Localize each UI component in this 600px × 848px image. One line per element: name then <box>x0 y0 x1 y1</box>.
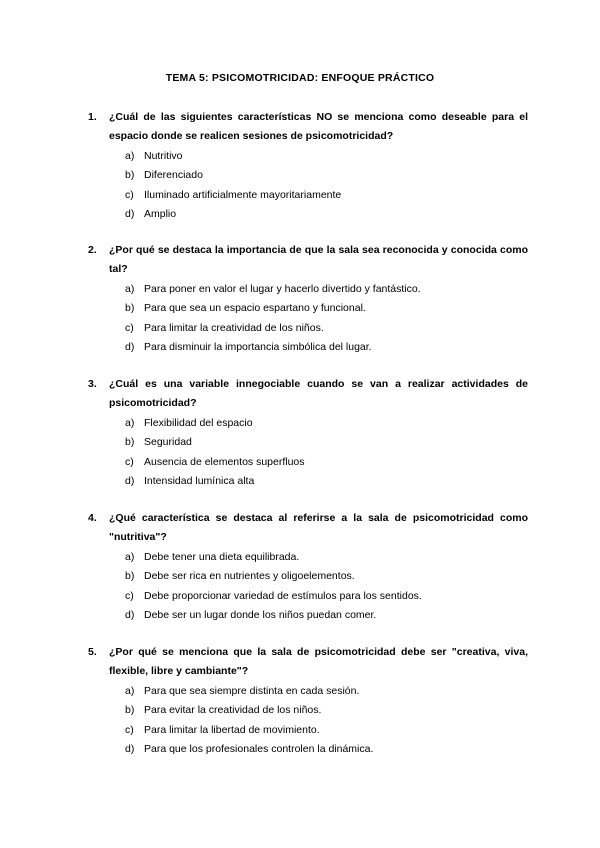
option-b <box>88 701 528 720</box>
question-header <box>88 643 528 681</box>
option-text: Para poner en valor el lugar y hacerlo divertido y fantástico. <box>144 283 421 295</box>
option-text: Diferenciado <box>144 169 203 182</box>
option-letter: c) <box>125 321 134 334</box>
option-letter: c) <box>125 455 134 468</box>
question-text: ¿Qué característica se destaca al referirse a la sala de psicomotricidad como "nutritiva"? <box>109 512 528 543</box>
option-text: Debe ser un lugar donde los niños puedan comer. <box>144 609 377 622</box>
option-text: Debe proporcionar variedad de estímulos para los sentidos. <box>144 589 422 602</box>
option-c <box>88 721 528 740</box>
option-d <box>88 205 528 224</box>
option-letter: d) <box>125 341 135 354</box>
question-header <box>88 108 528 146</box>
option-text: Ausencia de elementos superfluos <box>144 455 305 468</box>
option-text: Para evitar la creatividad de los niños. <box>144 704 322 717</box>
option-b <box>88 166 528 185</box>
question-number: 1. <box>88 111 97 123</box>
question-header <box>88 375 528 413</box>
option-letter: b) <box>125 704 135 717</box>
question-number: 4. <box>88 512 97 524</box>
question-number: 2. <box>88 244 97 256</box>
option-letter: c) <box>125 188 134 201</box>
option-a <box>88 147 528 166</box>
option-text: Para que sea siempre distinta en cada sesión. <box>144 685 360 697</box>
option-d <box>88 338 528 357</box>
option-b <box>88 433 528 452</box>
options-list <box>88 548 528 626</box>
option-a <box>88 414 528 433</box>
option-letter: a) <box>125 283 135 295</box>
question-number: 3. <box>88 378 97 390</box>
option-text: Para disminuir la importancia simbólica del lugar. <box>144 341 372 354</box>
option-a <box>88 548 528 567</box>
question-1 <box>88 108 528 225</box>
option-c <box>88 186 528 205</box>
option-letter: a) <box>125 685 135 697</box>
option-letter: d) <box>125 208 135 221</box>
option-letter: b) <box>125 302 135 315</box>
document-title: TEMA 5: PSICOMOTRICIDAD: ENFOQUE PRÁCTICO <box>165 72 435 84</box>
question-text: ¿Cuál de las siguientes características NO se menciona como deseable para el espacio donde se realicen sesiones de psicomotricidad? <box>109 111 528 142</box>
options-list <box>88 414 528 492</box>
option-letter: a) <box>125 417 135 429</box>
question-3 <box>88 375 528 492</box>
option-text: Para que los profesionales controlen la dinámica. <box>144 743 374 756</box>
option-letter: c) <box>125 723 134 736</box>
options-list <box>88 280 528 358</box>
option-text: Intensidad lumínica alta <box>144 475 255 488</box>
option-letter: b) <box>125 436 135 449</box>
option-letter: b) <box>125 570 135 583</box>
option-text: Para que sea un espacio espartano y funcional. <box>144 302 366 315</box>
question-header <box>88 241 528 279</box>
option-d <box>88 472 528 491</box>
option-text: Debe ser rica en nutrientes y oligoelementos. <box>144 570 355 583</box>
option-letter: d) <box>125 609 135 622</box>
question-number: 5. <box>88 646 97 658</box>
option-text: Iluminado artificialmente mayoritariamente <box>144 188 342 201</box>
option-text: Para limitar la creatividad de los niños. <box>144 321 324 334</box>
option-text: Nutritivo <box>144 150 183 162</box>
option-b <box>88 567 528 586</box>
question-header <box>88 509 528 547</box>
option-a <box>88 682 528 701</box>
option-c <box>88 319 528 338</box>
option-c <box>88 453 528 472</box>
question-5 <box>88 643 528 760</box>
option-letter: d) <box>125 475 135 488</box>
options-list <box>88 682 528 760</box>
question-4 <box>88 509 528 626</box>
option-text: Debe tener una dieta equilibrada. <box>144 551 300 563</box>
option-letter: b) <box>125 169 135 182</box>
option-letter: a) <box>125 551 135 563</box>
option-c <box>88 587 528 606</box>
option-letter: a) <box>125 150 135 162</box>
question-text: ¿Por qué se menciona que la sala de psicomotricidad debe ser "creativa, viva, flexible, libre y cambiante"? <box>109 646 528 677</box>
option-d <box>88 606 528 625</box>
option-text: Para limitar la libertad de movimiento. <box>144 723 320 736</box>
option-letter: d) <box>125 743 135 756</box>
question-text: ¿Por qué se destaca la importancia de que la sala sea reconocida y conocida como tal? <box>109 244 528 275</box>
option-letter: c) <box>125 589 134 602</box>
options-list <box>88 147 528 225</box>
option-text: Amplio <box>144 208 177 221</box>
question-text: ¿Cuál es una variable innegociable cuando se van a realizar actividades de psicomotricidad? <box>109 378 528 409</box>
option-text: Seguridad <box>144 436 192 449</box>
option-a <box>88 280 528 299</box>
option-b <box>88 299 528 318</box>
option-d <box>88 740 528 759</box>
option-text: Flexibilidad del espacio <box>144 417 253 429</box>
question-2 <box>88 241 528 358</box>
